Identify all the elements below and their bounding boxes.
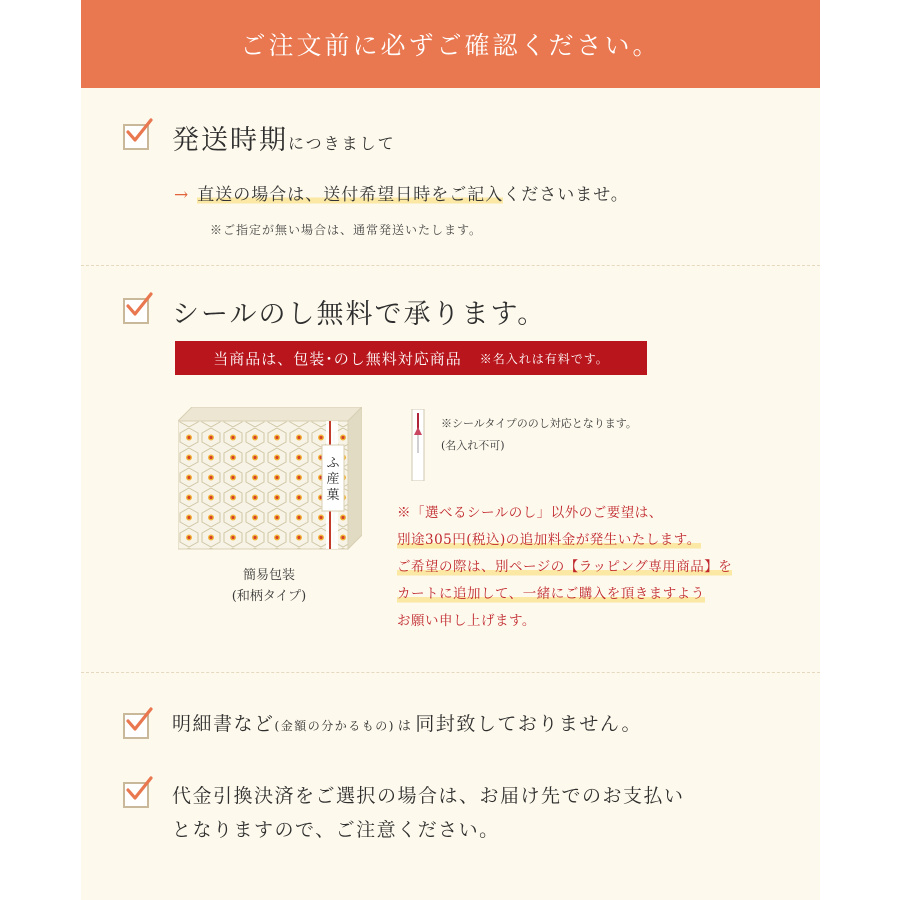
shipping-instruction <box>174 180 629 205</box>
note-line-4: カートに追加して、一緒にご購入を頂きますよう <box>397 586 705 602</box>
checkbox-icon <box>123 124 149 150</box>
header-banner <box>81 0 820 88</box>
cod-notice-line1: 代金引換決済をご選択の場合は、お届け先でのお支払い <box>172 785 685 807</box>
noshi-heading: シールのし無料で承ります。 <box>172 299 547 330</box>
checkbox-icon <box>123 713 149 739</box>
statement-notice-small: (金額の分かるもの) <box>274 719 395 733</box>
shipping-heading-main: 発送時期 <box>172 125 288 156</box>
shipping-instruction-rest: くださいませ。 <box>503 185 629 205</box>
gift-box-illustration <box>178 407 362 551</box>
seal-note <box>441 413 637 457</box>
box-label-3: 菓 <box>326 488 340 503</box>
shipping-heading-sub: につきまして <box>288 134 396 153</box>
band-main-text: 当商品は、包装･のし無料対応商品 <box>213 349 462 368</box>
divider <box>81 265 820 266</box>
note-line-1: ※「選べるシールのし」以外のご要望は、 <box>397 505 663 521</box>
seal-note-line1: ※シールタイプののし対応となります。 <box>441 417 637 430</box>
divider <box>81 672 820 673</box>
box-label-1: ふ <box>326 456 340 471</box>
box-caption-line2: (和柄タイプ) <box>231 589 307 604</box>
note-line-5: お願い申し上げます。 <box>397 613 536 629</box>
cod-notice <box>172 779 685 847</box>
extra-charge-notes <box>397 500 732 635</box>
statement-notice-a: 明細書など <box>172 713 275 735</box>
band-note-text: ※名入れは有料です。 <box>479 351 609 366</box>
notice-panel <box>81 0 820 900</box>
box-caption-line1: 簡易包装 <box>242 568 295 583</box>
shipping-instruction-highlight: 直送の場合は、送付希望日時をご記入 <box>197 185 504 205</box>
note-line-2: 別途305円(税込)の追加料金が発生いたします。 <box>397 532 701 548</box>
seal-noshi-illustration <box>408 409 428 481</box>
cod-notice-line2: となりますので、ご注意ください。 <box>172 819 500 841</box>
checkbox-icon <box>123 782 149 808</box>
shipping-heading <box>172 118 396 157</box>
note-line-3: ご希望の際は、別ページの【ラッピング専用商品】を <box>397 559 733 575</box>
seal-note-line2: (名入れ不可) <box>441 439 505 452</box>
box-label-2: 産 <box>326 472 340 487</box>
page-title: ご注文前に必ずご確認ください。 <box>240 31 661 60</box>
shipping-note: ※ご指定が無い場合は、通常発送いたします。 <box>210 223 483 237</box>
checkbox-icon <box>123 298 149 324</box>
free-wrapping-band <box>175 341 647 375</box>
right-arrow-icon: → <box>174 185 190 205</box>
statement-notice-c: 同封致しておりません。 <box>415 713 643 735</box>
statement-notice <box>172 707 642 744</box>
box-caption <box>199 565 339 607</box>
statement-notice-b: は <box>397 719 413 734</box>
